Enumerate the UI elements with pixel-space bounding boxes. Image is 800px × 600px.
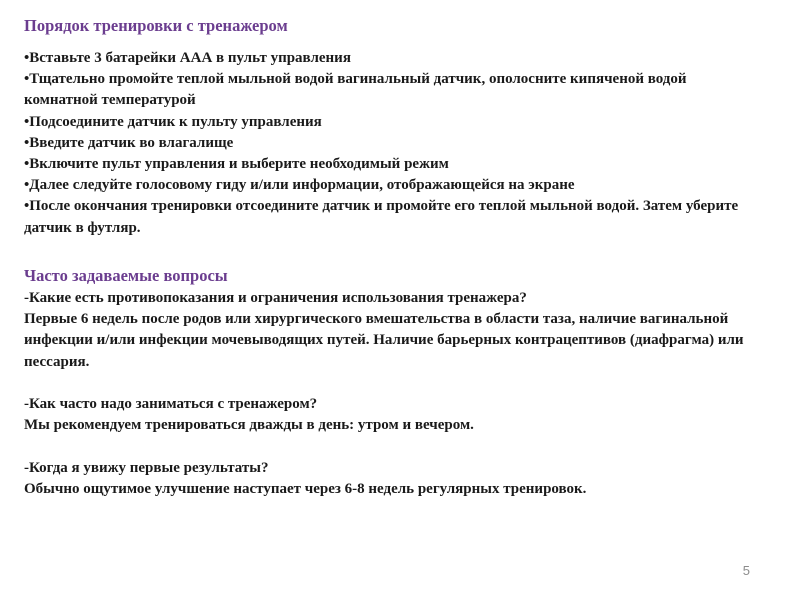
step-item — [24, 154, 764, 175]
step-item — [24, 69, 764, 111]
step-text: Введите датчик во влагалище — [29, 134, 234, 151]
step-item — [24, 133, 764, 154]
faq-question: -Как часто надо заниматься с тренажером? — [24, 396, 318, 412]
step-item — [24, 175, 764, 196]
faq-item — [24, 458, 764, 500]
step-item — [24, 196, 764, 238]
step-text: Подсоедините датчик к пульту управления — [29, 113, 322, 130]
step-item — [24, 112, 764, 133]
faq-question: -Какие есть противопоказания и ограничения использования тренажера? — [24, 290, 527, 306]
faq-item — [24, 394, 764, 436]
faq-title: Часто задаваемые вопросы — [24, 266, 228, 285]
step-item — [24, 48, 764, 69]
step-text: После окончания тренировки отсоедините датчик и промойте его теплой мыльной водой. Затем уберите датчик в футляр. — [24, 198, 739, 236]
faq-answer: Первые 6 недель после родов или хирургического вмешательства в области таза, наличие вагинальной инфекции и/или инфекции мочевыводящих путей. Наличие барьерных контрацептивов (диафрагма) или пессария. — [24, 311, 744, 370]
step-text: Тщательно промойте теплой мыльной водой вагинальный датчик, ополосните кипяченой водой комнатной температурой — [24, 71, 687, 109]
faq-answer: Обычно ощутимое улучшение наступает через 6-8 недель регулярных тренировок. — [24, 480, 587, 497]
step-text: Включите пульт управления и выберите необходимый режим — [29, 156, 449, 173]
faq-item — [24, 288, 764, 373]
faq-section — [24, 265, 764, 521]
step-text: Вставьте 3 батарейки ААА в пульт управления — [29, 50, 351, 66]
training-steps-list — [24, 48, 764, 239]
page-number: 5 — [742, 563, 750, 578]
slide-title: Порядок тренировки с тренажером — [24, 16, 288, 35]
step-text: Далее следуйте голосовому гиду и/или информации, отображающейся на экране — [29, 177, 575, 194]
faq-question: -Когда я увижу первые результаты? — [24, 459, 269, 476]
faq-answer: Мы рекомендуем тренироваться дважды в день: утром и вечером. — [24, 417, 474, 434]
